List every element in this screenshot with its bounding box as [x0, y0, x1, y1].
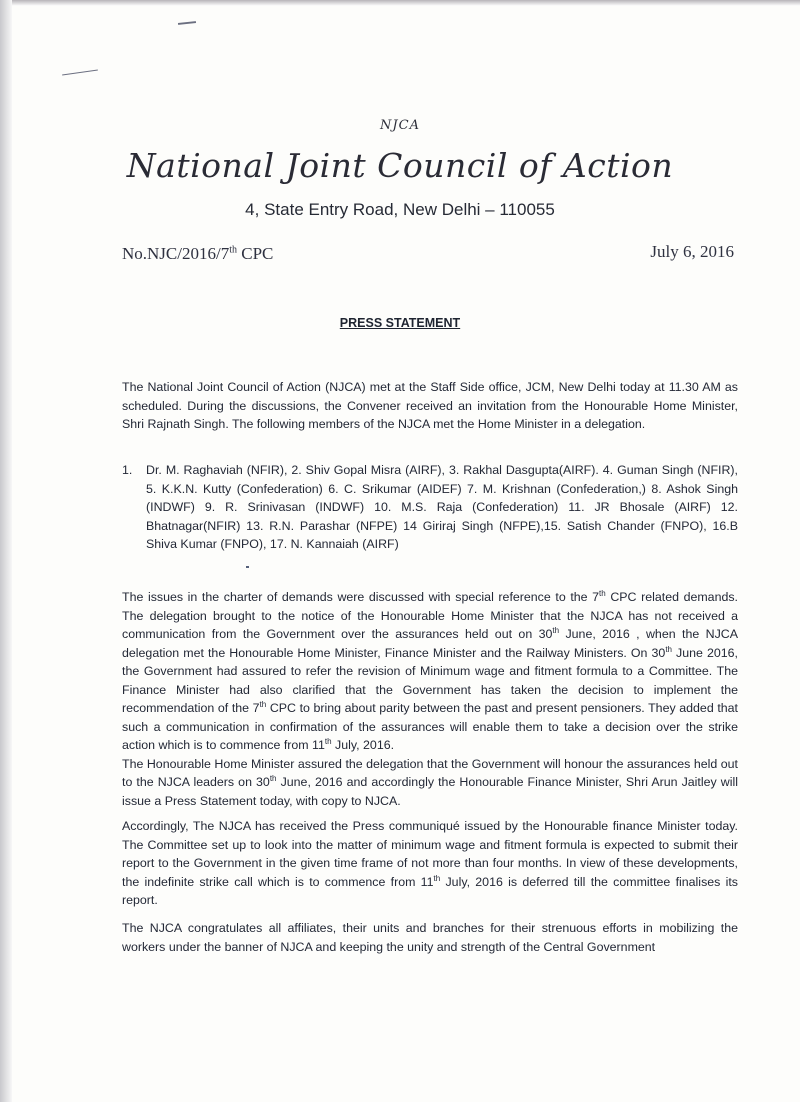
paragraph-meeting: The National Joint Council of Action (NJCA) met at the Staff Side office, JCM, New Delhi today at 11.30 AM as scheduled. During the discussions, the Convener received an invitation from the Honourable Home Minister, Shri Rajnath Singh. The following members of the NJCA met the Home Minister in a delegation. [122, 380, 738, 431]
letterhead-address: 4, State Entry Road, New Delhi – 110055 [245, 200, 555, 219]
list-number: 1. [122, 463, 133, 477]
letterhead-logo-text: NJCA [380, 118, 420, 133]
document-date: July 6, 2016 [650, 242, 734, 261]
pen-mark [178, 21, 196, 25]
list-item-text: Dr. M. Raghaviah (NFIR), 2. Shiv Gopal Misra (AIRF), 3. Rakhal Dasgupta(AIRF). 4. Guman Singh (NFIR), 5. K.K.N. Kutty (Confederation) 6. C. Srikumar (AIDEF) 7. M. Krishnan (Confederation,) 8. Ashok Singh (INDWF) 9. R. Srinivasan (INDWF) 10. M.S. Raja (Confederation) 11. JR Bhosale (AIRF) 12. Bhatnagar(NFIR) 13. R.N. Parashar (NFPE) 14 Giriraj Singh (NFPE),15. Satish Chander (FNPO), 16.B Shiva Kumar (FNPO), 17. N. Kannaiah (AIRF) [146, 463, 738, 551]
letterhead-org-name: National Joint Council of Action [126, 146, 674, 185]
reference-number: No.NJC/2016/7th CPC [122, 244, 274, 263]
paragraph-issues: The issues in the charter of demands were discussed with special reference to the 7th CPC related demands. The delegation brought to the notice of the Honourable Home Minister that the NJCA has not received a communication from the Government over the assurances held out on 30th June, 2016 , when the NJCA delegation met the Honourable Home Minister, Finance Minister and the Railway Ministers. On 30th June 2016, the Government had assured to refer the revision of Minimum wage and fitment formula to a Committee. The Finance Minister had also clarified that the Government has taken the decision to implement the recommendation of the 7th CPC to bring about parity between the past and present pensioners. They added that such a communication in confirmation of the assurances will enable them to take a decision over the strike action which is to commence from 11th July, 2016. The Honourable Home Minister assured the delegation that the Government will honour the assurances held out to the NJCA leaders on 30th June, 2016 and accordingly the Honourable Finance Minister, Shri Arun Jaitley will issue a Press Statement today, with copy to NJCA. [122, 588, 739, 808]
paragraph-communique: Accordingly, The NJCA has received the Press communiqué issued by the Honourable finance Minister today. The Committee set up to look into the matter of minimum wage and fitment formula is expected to submit their report to the Government in the given time frame of not more than four months. In view of these developments, the indefinite strike call which is to commence from 11th July, 2016 is deferred till the committee finalises its report. [122, 819, 738, 907]
scan-speck [246, 566, 249, 568]
scan-edge-top [0, 0, 800, 6]
pen-mark [62, 69, 98, 75]
document-title: PRESS STATEMENT [339, 316, 461, 330]
paragraph-congratulations: The NJCA congratulates all affiliates, their units and branches for their strenuous efforts in mobilizing the workers under the banner of NJCA and keeping the unity and strength of the Central Government [122, 921, 738, 954]
